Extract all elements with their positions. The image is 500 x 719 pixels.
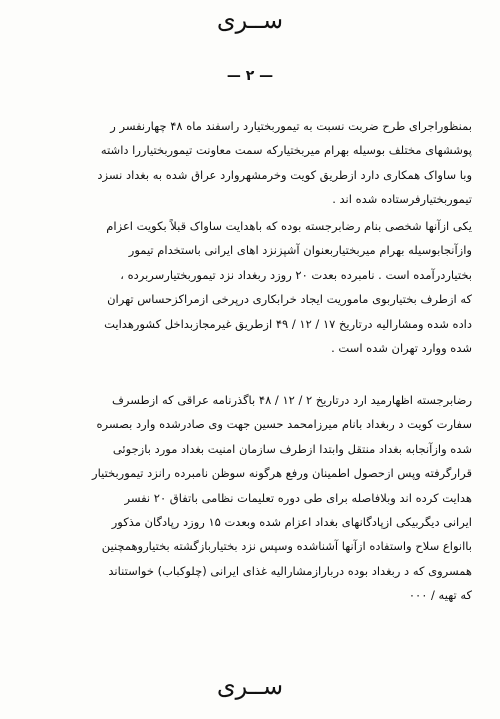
page-number: — ۲ —: [226, 68, 274, 84]
text-line: داده شده ومشارالیه درتاریخ ۱۷ / ۱۲ / ۴۹ ازطریق غیرمجازبداخل کشورهدایت: [104, 316, 472, 331]
classification-footer: ســری: [216, 672, 284, 700]
text-line: قرارگرفته وپس ازحصول اطمینان ورفع هرگونه سوظن نامبرده رانزد تیموربختیار: [92, 466, 472, 481]
text-line: وبا ساواک همکاری دارد ازطریق کویت وخرمشهروارد عراق شده به بغداد نسزد: [97, 167, 472, 182]
text-line: شده ووارد تهران شده است .: [331, 340, 472, 355]
text-line: پوششهای مختلف بوسیله بهرام میربختیارکه سمت معاونت تیموربختیاررا داشته: [100, 143, 472, 158]
text-line: باانواع سلاح واستفاده ازآنها آشناشده وسپس نزد بختیاربازگشته بختیاروهمچنین: [101, 539, 472, 554]
paragraph-3: [52, 388, 472, 608]
text-line: بمنظوراجرای طرح ضربت نسبت به تیموربختیارد راسفند ماه ۴۸ چهارنفسر ر: [110, 119, 472, 133]
text-line: بختیاردرآمده است . نامبرده بعدت ۲۰ روزد ربغداد نزد تیموربختیارسربرده ،: [120, 267, 472, 282]
paragraph-1: [52, 114, 472, 212]
text-line: تیموربختیارفرستاده شده اند .: [332, 192, 472, 207]
text-line: که تهیه / ۰۰۰: [408, 588, 472, 603]
text-line: سفارت کویت د ربغداد بانام میرزامحمد حسین جهت وی صادرشده وارد بصسره: [96, 417, 472, 432]
text-line: رضابرجسته اظهارمید ارد درتاریخ ۲ / ۱۲ / ۴۸ باگذرنامه عراقی که ازطسرف: [111, 393, 472, 407]
text-line: شده وازآنجابه بغداد منتقل وابتدا ازطرف سازمان امنیت بغداد مورد بازجوئی: [112, 441, 472, 456]
classification-header: ســری: [216, 6, 284, 34]
text-line: که ازطرف بختیاربوی ماموریت ایجاد خرابکاری درپرخی ازمراکزحساس تهران: [107, 292, 472, 307]
text-line: ایرانی دیگربیکی ازپادگانهای بغداد اعزام شده وبعدت ۱۵ روزد رپادگان مذکور: [111, 514, 472, 529]
text-line: هدایت کرده اند وبلافاصله برای طی دوره تعلیمات نظامی باتفاق ۲۰ نفسر: [124, 490, 472, 505]
paragraph-2: [52, 214, 472, 360]
text-line: یکی ازآنها شخصی بنام رضابرجسته بوده که باهدایت ساواک قبلاً بکویت اعزام: [106, 219, 472, 233]
text-line: همسروی که د ربغداد بوده دربارازمشارالیه غذای ایرانی (چلوکباب) خواستناند: [108, 563, 472, 578]
text-line: وازآنجابوسیله بهرام میربختیاربعنوان آشپزنزد اهای ایرانی باستخدام تیمور: [128, 243, 472, 258]
